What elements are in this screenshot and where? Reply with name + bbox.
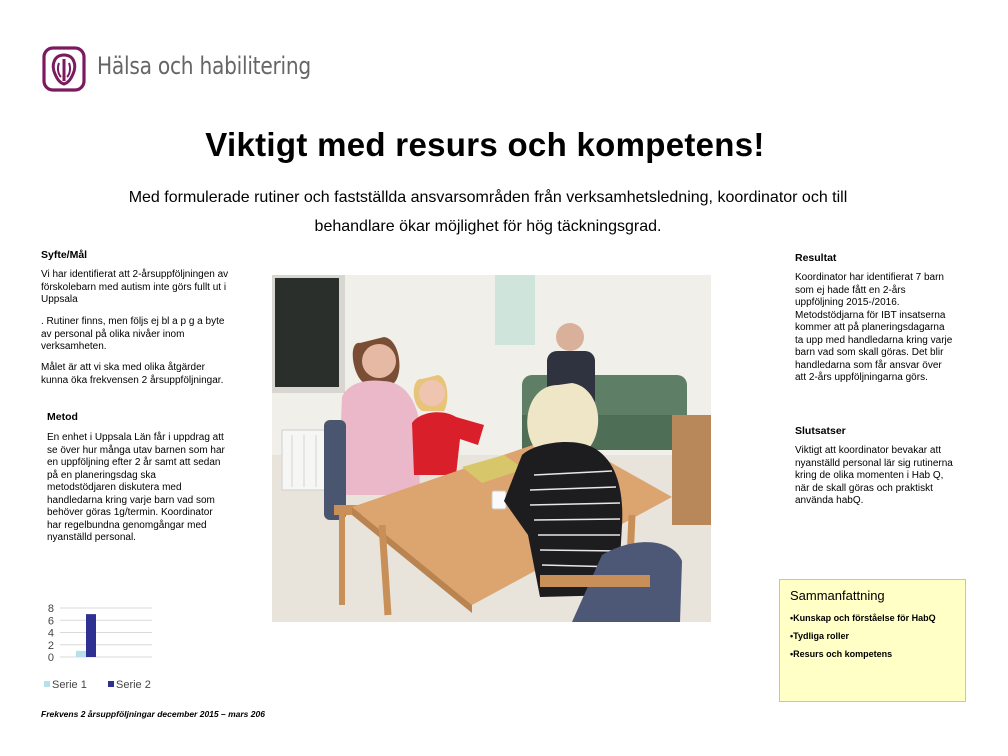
syfte-paragraph-2: . Rutiner finns, men följs ej bl a p g a byte av personal på olika nivåer inom verksamheten.: [41, 316, 225, 352]
chart-bar-serie-1: [76, 651, 86, 657]
slutsatser-heading: Slutsatser: [795, 425, 846, 437]
chart-legend-swatch: [108, 681, 114, 687]
region-uppsala-logo-icon: [42, 46, 86, 92]
summary-title: Sammanfattning: [790, 588, 885, 603]
metod-paragraph: En enhet i Uppsala Län får i uppdrag att se över hur många utav barnen som har en uppföljning efter 2 år samt att sedan på en planeringsdag ska metodstödjaren diskutera med handledarna kring varje barn vad som behöver göras 1g/termin. Koordinator har regelbundna genomgångar med nyanställd personal.: [47, 432, 225, 543]
syfte-heading: Syfte/Mål: [41, 249, 88, 261]
summary-item: •Kunskap och förståelse för HabQ: [790, 613, 936, 623]
chart-caption: Frekvens 2 årsuppföljningar december 2015 – mars 206: [41, 709, 265, 719]
summary-box: [779, 579, 966, 702]
chart-bar-serie-2: [86, 614, 96, 657]
summary-item: •Resurs och kompetens: [790, 649, 893, 659]
brand-name: Hälsa och habilitering: [97, 52, 311, 80]
metod-heading: Metod: [47, 411, 78, 423]
summary-list: [790, 613, 936, 667]
frequency-bar-chart: [30, 600, 170, 695]
resultat-paragraph: Koordinator har identifierat 7 barn som ej hade fått en 2-års uppföljning 2015-/2016. Metodstödjarna för IBT insatserna kommer att på planeringsdagarna ta upp med handledarna kring varje barn vad som skall göras. Det blir handledarna som får ansvar över att 2-års uppföljningarna görs.: [795, 272, 953, 383]
chart-y-tick-label: 4: [47, 627, 54, 640]
slutsatser-paragraph: Viktigt att koordinator bevakar att nyanställd personal lär sig rutinerna kring de olika momenten i Hab Q, när de skall göras och praktiskt använda habQ.: [795, 445, 953, 506]
intro-text: Med formulerade rutiner och fastställda ansvarsområden från verksamhetsledning, koordinator och till behandlare ökar möjlighet för hög täckningsgrad.: [128, 189, 848, 235]
photo-therapy-session: [272, 275, 711, 622]
syfte-paragraph-1: Vi har identifierat att 2-årsuppföljningen av förskolebarn med autism inte görs fullt ut i Uppsala: [41, 269, 229, 305]
chart-legend-label: Serie 2: [116, 679, 151, 691]
summary-item: •Tydliga roller: [790, 631, 849, 641]
chart-y-tick-label: 6: [47, 615, 54, 628]
chart-legend-label: Serie 1: [52, 679, 87, 691]
page-title: Viktigt med resurs och kompetens!: [205, 126, 765, 163]
chart-y-tick-label: 8: [47, 603, 54, 615]
chart-y-tick-label: 2: [47, 639, 54, 652]
chart-legend-swatch: [44, 681, 50, 687]
chart-y-tick-label: 0: [47, 652, 54, 664]
resultat-heading: Resultat: [795, 252, 837, 264]
syfte-paragraph-3: Målet är att vi ska med olika åtgärder kunna öka frekvensen 2 årsuppföljningar.: [41, 362, 224, 386]
